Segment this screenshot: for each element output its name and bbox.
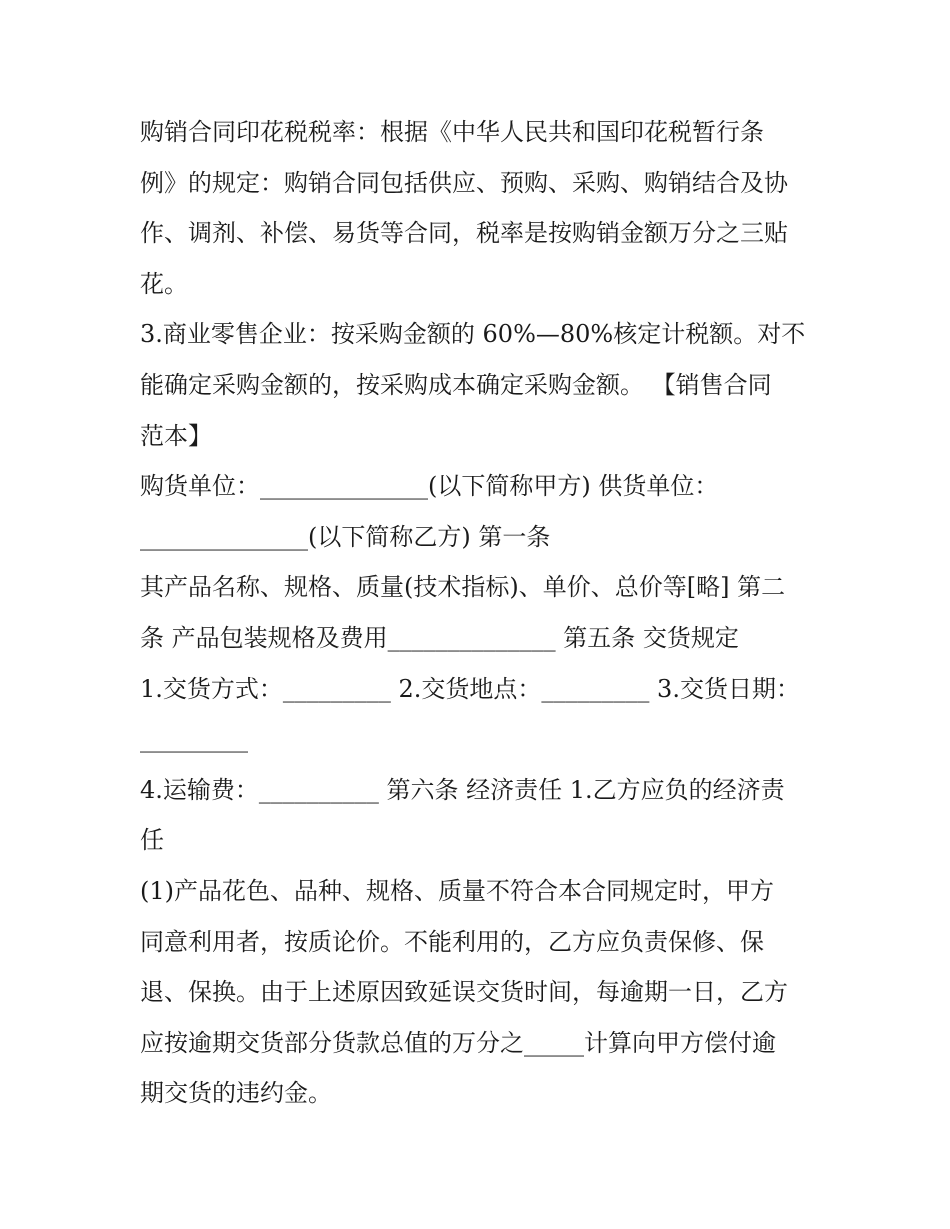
text-line: 例》的规定：购销合同包括供应、预购、采购、购销结合及协 xyxy=(140,168,788,197)
text-line: 其产品名称、规格、质量(技术指标)、单价、总价等[略] 第二 xyxy=(140,573,786,602)
text-line: _________ xyxy=(140,725,248,754)
document-body xyxy=(140,107,815,1119)
text-line: (1)产品花色、品种、规格、质量不符合本合同规定时，甲方 xyxy=(140,876,774,905)
text-line: 同意利用者，按质论价。不能利用的，乙方应负责保修、保 xyxy=(140,927,764,956)
text-line: 范本】 xyxy=(140,421,212,450)
text-line: 购货单位：______________(以下简称甲方) 供货单位： xyxy=(140,472,719,501)
text-line: 花。 xyxy=(140,269,188,298)
text-line: 4.运输费：__________ 第六条 经济责任 1.乙方应负的经济责 xyxy=(140,775,785,804)
text-line: 应按逾期交货部分货款总值的万分之_____计算向甲方偿付逾 xyxy=(140,1028,776,1057)
text-line: 1.交货方式：_________ 2.交货地点：_________ 3.交货日期： xyxy=(140,674,800,703)
text-line: 退、保换。由于上述原因致延误交货时间，每逾期一日，乙方 xyxy=(140,978,788,1007)
text-line: 作、调剂、补偿、易货等合同，税率是按购销金额万分之三贴 xyxy=(140,219,788,248)
text-line: 条 产品包装规格及费用______________ 第五条 交货规定 xyxy=(140,623,739,652)
text-line: 能确定采购金额的，按采购成本确定采购金额。 【销售合同 xyxy=(140,370,772,399)
text-line: ______________(以下简称乙方) 第一条 xyxy=(140,522,551,551)
text-line: 3.商业零售企业：按采购金额的 60%—80%核定计税额。对不 xyxy=(140,320,806,349)
text-line: 购销合同印花税税率：根据《中华人民共和国印花税暂行条 xyxy=(140,118,764,146)
text-line: 任 xyxy=(140,826,164,855)
text-line: 期交货的违约金。 xyxy=(140,1079,332,1108)
